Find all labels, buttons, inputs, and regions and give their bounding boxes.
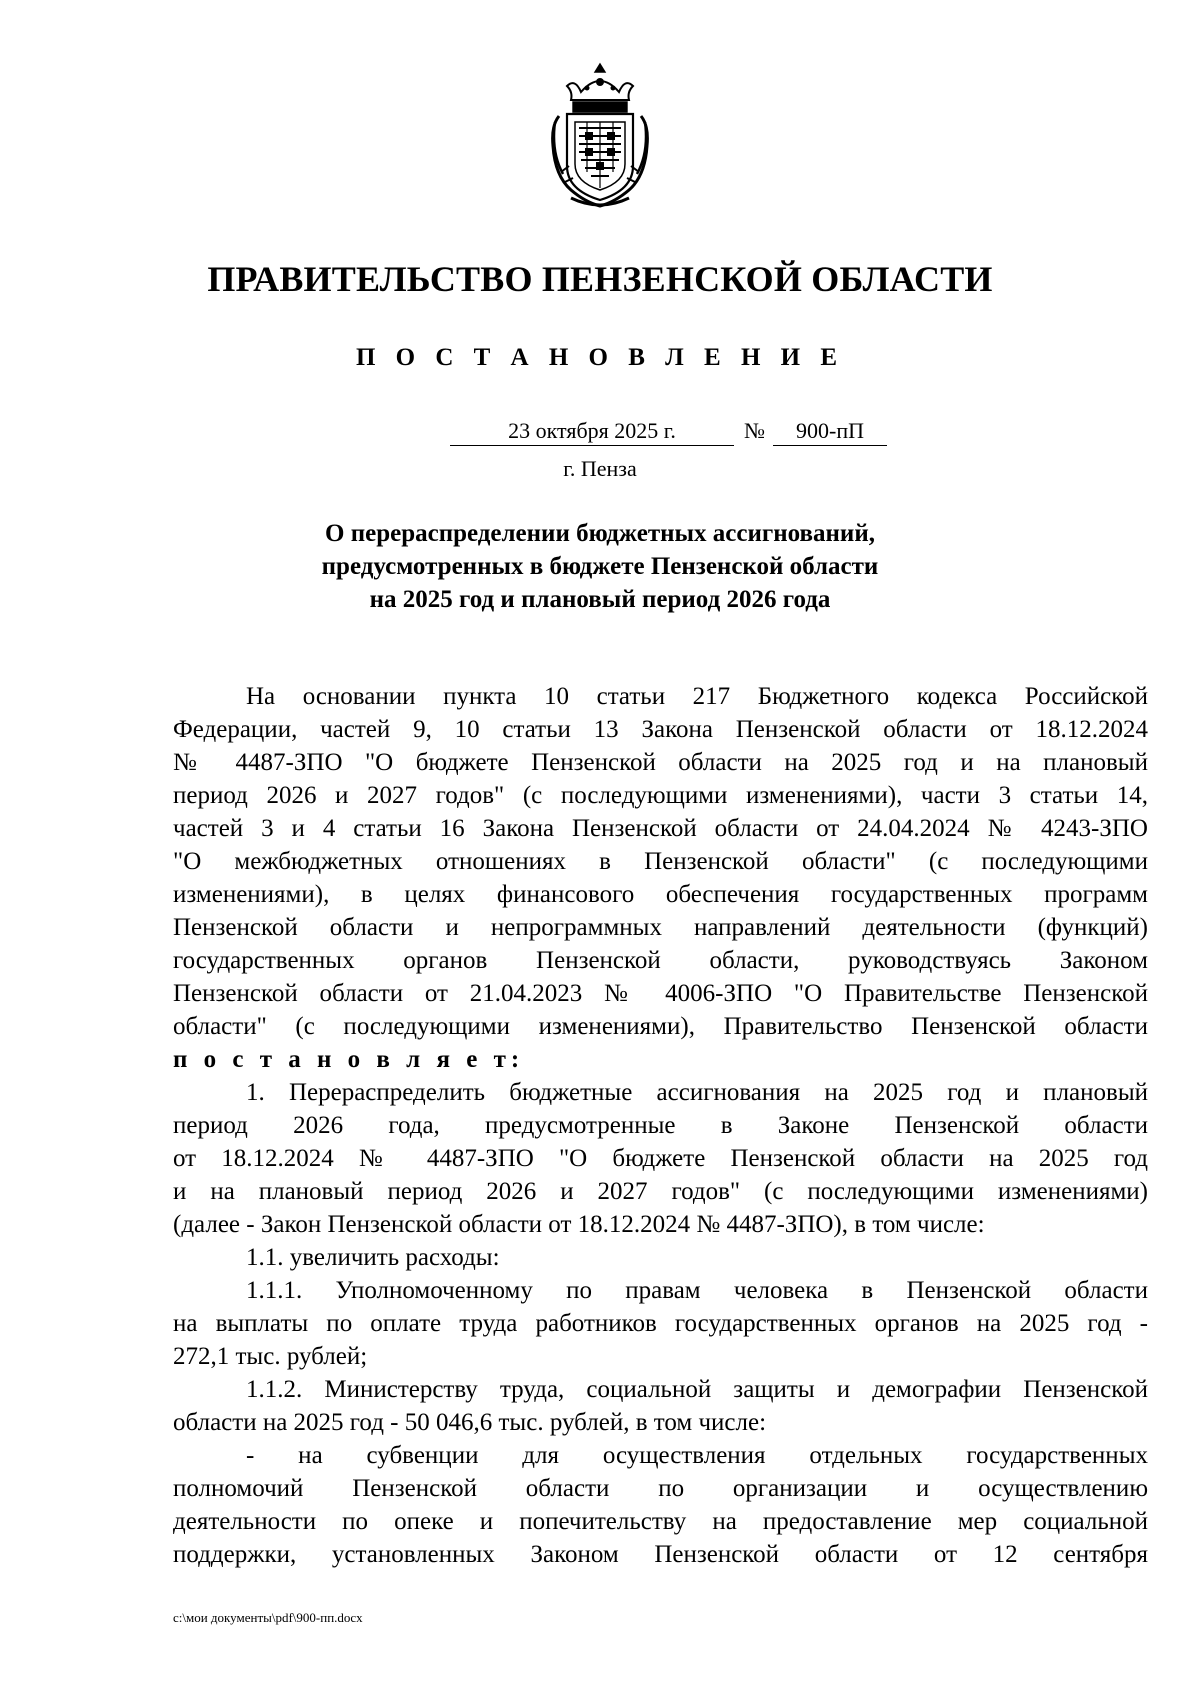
city-name: г. Пенза — [563, 456, 637, 481]
body-line: Федерации, частей 9, 10 статьи 13 Закона Пензенской области от 18.12.2024 — [173, 716, 1148, 743]
document-body — [173, 680, 1148, 1571]
body-line: 272,1 тыс. рублей; — [173, 1343, 368, 1370]
document-number: 900-пП — [773, 417, 887, 446]
title-line: предусмотренных в бюджете Пензенской области — [321, 553, 879, 580]
body-line: деятельности по опеке и попечительству на предоставление мер социальной — [173, 1508, 1148, 1535]
body-line: "О межбюджетных отношениях в Пензенской области" (с последующими — [173, 848, 1148, 875]
resolves-word: п о с т а н о в л я е т: — [173, 1046, 525, 1073]
body-line: от 18.12.2024 № 4487-ЗПО "О бюджете Пензенской области на 2025 год — [173, 1145, 1148, 1172]
body-line: области" (с последующими изменениями), Правительство Пензенской области — [173, 1013, 1148, 1040]
body-line: изменениями), в целях финансового обеспечения государственных программ — [173, 881, 1148, 908]
body-line: области на 2025 год - 50 046,6 тыс. рублей, в том числе: — [173, 1409, 767, 1436]
body-line: период 2026 и 2027 годов" (с последующими изменениями), части 3 статьи 14, — [173, 782, 1148, 809]
body-line: частей 3 и 4 статьи 16 Закона Пензенской области от 24.04.2024 № 4243-ЗПО — [173, 815, 1148, 842]
body-line: период 2026 года, предусмотренные в Законе Пензенской области — [173, 1112, 1148, 1139]
body-line: 1.1.2. Министерству труда, социальной защиты и демографии Пензенской — [246, 1376, 1148, 1403]
body-line: № 4487-ЗПО "О бюджете Пензенской области на 2025 год и на плановый — [173, 749, 1148, 776]
document-type-heading: П О С Т А Н О В Л Е Н И Е — [355, 344, 845, 371]
document-title — [0, 517, 1200, 616]
date-number-line — [450, 417, 887, 446]
document-date: 23 октября 2025 г. — [450, 417, 734, 446]
title-line: на 2025 год и плановый период 2026 года — [369, 586, 831, 613]
body-line: государственных органов Пензенской области, руководствуясь Законом — [173, 947, 1148, 974]
body-line: 1.1. увеличить расходы: — [246, 1244, 500, 1271]
government-name-heading: ПРАВИТЕЛЬСТВО ПЕНЗЕНСКОЙ ОБЛАСТИ — [207, 259, 993, 299]
body-line: (далее - Закон Пензенской области от 18.12.2024 № 4487-ЗПО), в том числе: — [173, 1211, 985, 1238]
coat-of-arms-emblem — [545, 62, 655, 210]
resolves-line — [173, 1043, 1148, 1076]
body-line: поддержки, установленных Законом Пензенской области от 12 сентября — [173, 1541, 1148, 1568]
body-line: и на плановый период 2026 и 2027 годов" (с последующими изменениями) — [173, 1178, 1148, 1205]
title-line: О перераспределении бюджетных ассигнований, — [325, 520, 875, 547]
file-path-footer: c:\мои документы\pdf\900-пп.docx — [173, 1610, 363, 1625]
body-line: на выплаты по оплате труда работников государственных органов на 2025 год - — [173, 1310, 1148, 1337]
body-line: - на субвенции для осуществления отдельных государственных — [246, 1442, 1148, 1469]
body-line: На основании пункта 10 статьи 217 Бюджетного кодекса Российской — [246, 683, 1148, 710]
body-line: полномочий Пензенской области по организации и осуществлению — [173, 1475, 1148, 1502]
body-line: Пензенской области от 21.04.2023 № 4006-ЗПО "О Правительстве Пензенской — [173, 980, 1148, 1007]
body-line: 1.1.1. Уполномоченному по правам человека в Пензенской области — [246, 1277, 1148, 1304]
body-line: 1. Перераспределить бюджетные ассигнования на 2025 год и плановый — [246, 1079, 1148, 1106]
body-line: Пензенской области и непрограммных направлений деятельности (функций) — [173, 914, 1148, 941]
number-sign: № — [744, 418, 765, 443]
